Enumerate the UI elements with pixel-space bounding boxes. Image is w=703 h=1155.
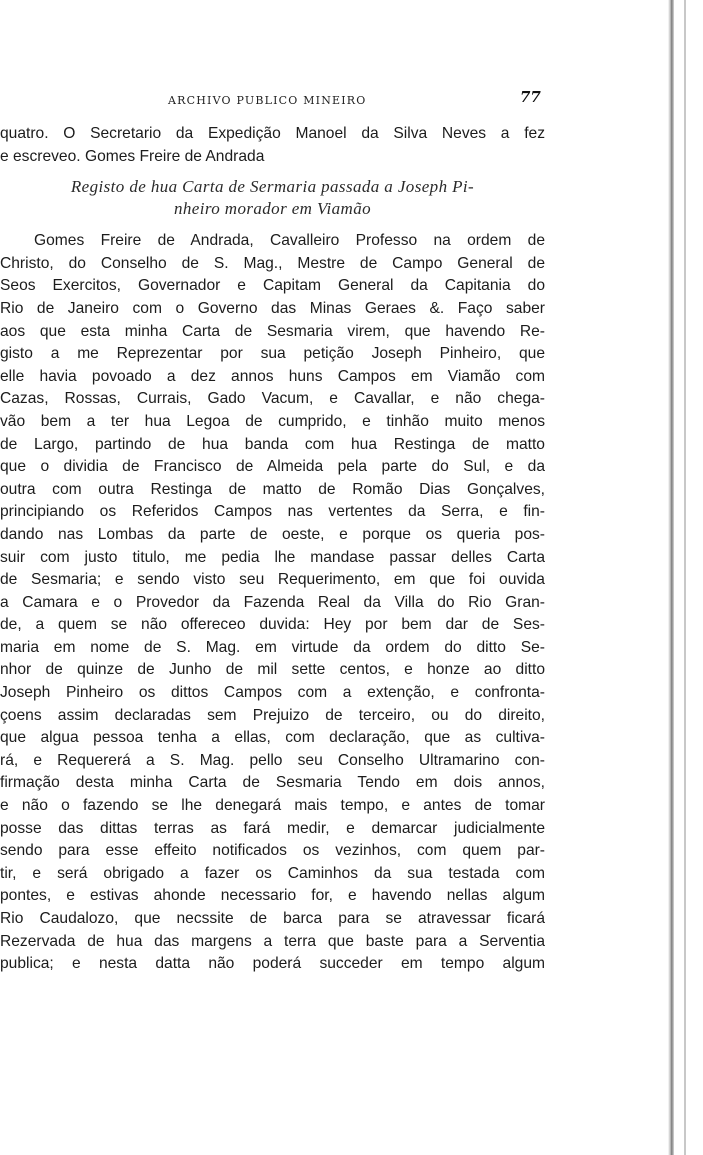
text-line: e escreveo. Gomes Freire de Andrada [0, 147, 265, 165]
text-line: quatro. O Secretario da Expedição Manoel da Silva Neves a fez [0, 125, 545, 142]
text-line: de Largo, partindo de hua banda com hua Restinga de matto [0, 435, 545, 453]
text-line: Rio de Janeiro com o Governo das Minas Geraes &. Faço saber [0, 299, 545, 317]
text-line: dando nas Lombas da parte de oeste, e porque os queria pos- [0, 525, 545, 543]
text-line: Rezervada de hua das margens a terra que baste para a Serventia [0, 932, 545, 950]
text-line: nhor de quinze de Junho de mil sette centos, e honze ao ditto [0, 661, 545, 679]
text-line: elle havia povoado a dez annos huns Campos em Viamão com [0, 367, 545, 385]
text-line: que o dividia de Francisco de Almeida pela parte do Sul, e da [0, 458, 545, 476]
text-line: firmação desta minha Carta de Sesmaria Tendo em dois annos, [0, 774, 545, 792]
text-line: e não o fazendo se lhe denegará mais tempo, e antes de tomar [0, 797, 545, 815]
book-gutter-shadow [668, 0, 674, 1155]
text-line: de Sesmaria; e sendo visto seu Requerimento, em que foi ouvida [0, 571, 545, 589]
text-line: maria em nome de S. Mag. em virtude da ordem do ditto Se- [0, 638, 545, 656]
heading-line: Registo de hua Carta de Sermaria passada a Joseph Pi- [70, 177, 475, 197]
text-line: tir, e será obrigado a fazer os Caminhos da sua testada com [0, 864, 545, 882]
text-line: vão bem a ter hua Legoa de cumprido, e tinhão muito menos [0, 412, 545, 430]
text-line: a Camara e o Provedor da Fazenda Real da Villa do Rio Gran- [0, 593, 545, 611]
text-line: de, a quem se não offereceo duvida: Hey por bem dar de Ses- [0, 616, 545, 634]
text-line: sendo para esse effeito notificados os vezinhos, com quem par- [0, 842, 545, 860]
text-line: principiando os Referidos Campos nas vertentes da Serra, e fin- [0, 503, 545, 521]
text-line: posse das dittas terras as fará medir, e demarcar judicialmente [0, 819, 545, 837]
closing-paragraph [0, 123, 545, 168]
body-paragraph [0, 230, 545, 976]
text-line: Seos Exercitos, Governador e Capitam General da Capitania do [0, 277, 545, 295]
text-line: Rio Caudalozo, que necssite de barca para se atravessar ficará [0, 910, 545, 927]
book-gutter-edge [684, 0, 686, 1155]
text-line: gisto a me Reprezentar por sua petição Joseph Pinheiro, que [0, 345, 545, 363]
page-number: 77 [520, 88, 541, 106]
text-line: Cazas, Rossas, Currais, Gado Vacum, e Cavallar, e não chega- [0, 390, 545, 408]
section-heading [0, 176, 545, 220]
text-line: Joseph Pinheiro os dittos Campos com a extenção, e confronta- [0, 684, 545, 702]
text-line: publica; e nesta datta não poderá succeder em tempo algum [0, 955, 545, 973]
text-line: Gomes Freire de Andrada, Cavalleiro Professo na ordem de [34, 232, 545, 250]
text-line: rá, e Requererá a S. Mag. pello seu Conselho Ultramarino con- [0, 751, 545, 769]
text-line: suir com justo titulo, me pedia lhe mandase passar delles Carta [0, 548, 545, 566]
text-line: çoens assim declaradas sem Prejuizo de terceiro, ou do direito, [0, 706, 545, 724]
running-head: ARCHIVO PUBLICO MINEIRO [168, 94, 367, 107]
text-line: aos que esta minha Carta de Sesmaria virem, que havendo Re- [0, 322, 545, 340]
text-line: outra com outra Restinga de matto de Romão Dias Gonçalves, [0, 480, 545, 498]
heading-line: nheiro morador em Viamão [173, 199, 372, 219]
text-line: pontes, e estivas ahonde necessario for, e havendo nellas algum [0, 887, 545, 905]
text-line: que algua pessoa tenha a ellas, com declaração, que as cultiva- [0, 729, 545, 747]
text-line: Christo, do Conselho de S. Mag., Mestre de Campo General de [0, 254, 545, 272]
text-block [0, 123, 545, 976]
